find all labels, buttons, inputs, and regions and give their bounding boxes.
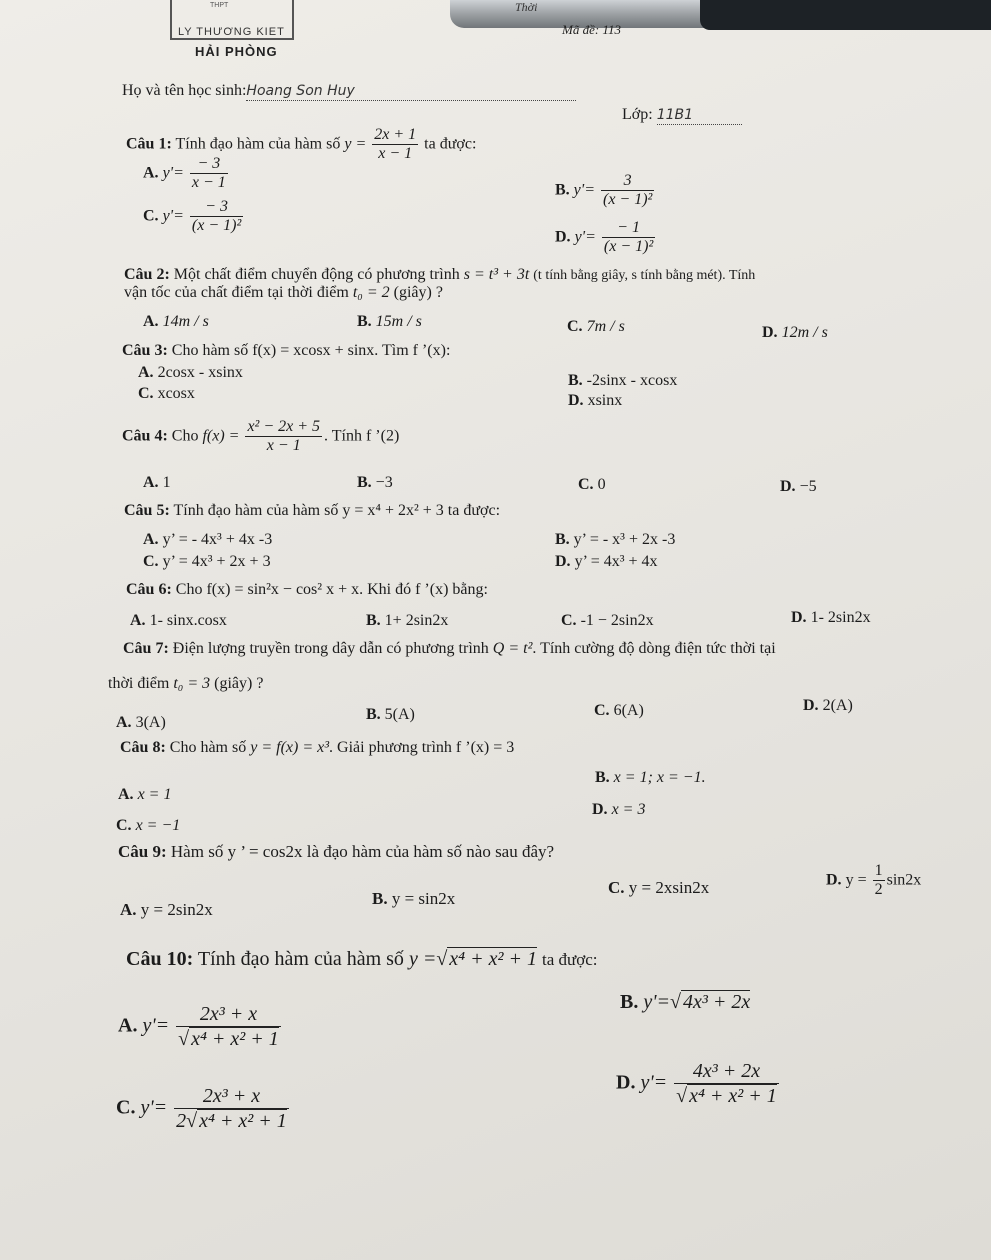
option-pre: 2 bbox=[176, 1110, 187, 1132]
q8-option-a[interactable] bbox=[118, 786, 171, 804]
option-letter: B. bbox=[366, 706, 381, 723]
q10-option-b[interactable]: B. y'=√ 4x³ + 2x bbox=[620, 991, 751, 1013]
option-letter: D. bbox=[568, 392, 584, 409]
q7-unit: (giây) ? bbox=[214, 675, 264, 692]
option-value: 0 bbox=[597, 476, 606, 493]
q1-tail: ta được: bbox=[424, 135, 477, 153]
q9-option-b[interactable] bbox=[372, 889, 455, 909]
q2-option-d[interactable] bbox=[762, 324, 828, 342]
class-label: Lớp: bbox=[622, 106, 653, 123]
option-value: y’ = 4x³ + 4x bbox=[574, 553, 658, 570]
q7-t0: t₀ = 3 bbox=[173, 675, 211, 692]
q7-label: Câu 7: bbox=[123, 640, 169, 657]
pen-cap-icon bbox=[700, 0, 991, 30]
option-num: − 3 bbox=[190, 155, 228, 174]
option-letter: B. bbox=[357, 474, 372, 491]
option-letter: B. bbox=[555, 181, 570, 199]
q4-text1: Cho bbox=[171, 427, 199, 445]
q8-option-b[interactable] bbox=[595, 769, 706, 787]
option-num: 2x³ + x bbox=[174, 1085, 289, 1109]
option-den: (x − 1)² bbox=[603, 238, 654, 256]
option-lhs: y'= bbox=[142, 1014, 170, 1037]
option-lhs: y'= bbox=[140, 1096, 168, 1119]
q1-option-d[interactable] bbox=[555, 219, 657, 257]
q9-option-a[interactable] bbox=[120, 900, 213, 920]
option-letter: A. bbox=[118, 1014, 138, 1037]
option-den: x − 1 bbox=[191, 174, 226, 192]
option-letter: A. bbox=[130, 612, 146, 629]
option-lhs: y'= bbox=[573, 181, 595, 199]
option-num: − 3 bbox=[190, 198, 243, 217]
option-value: 5(A) bbox=[384, 706, 415, 723]
option-value: 1 bbox=[162, 474, 171, 491]
option-lhs: y'= bbox=[643, 991, 670, 1013]
option-value: 2cosx - xsinx bbox=[157, 364, 243, 381]
option-value: y = sin2x bbox=[391, 889, 456, 908]
class-field[interactable] bbox=[657, 106, 742, 125]
option-letter: D. bbox=[803, 697, 819, 714]
option-value: y’ = - 4x³ + 4x -3 bbox=[162, 531, 273, 548]
question-7 bbox=[123, 640, 776, 658]
q7-option-d[interactable] bbox=[803, 697, 853, 715]
option-letter: B. bbox=[595, 769, 610, 786]
option-letter: B. bbox=[568, 372, 583, 389]
option-value: y’ = 4x³ + 2x + 3 bbox=[162, 553, 271, 570]
q1-option-c[interactable] bbox=[143, 198, 245, 236]
question-7-line2 bbox=[108, 675, 263, 693]
question-2-line2 bbox=[124, 284, 443, 302]
option-value: x = −1 bbox=[135, 817, 181, 834]
q6-option-a[interactable] bbox=[130, 612, 227, 630]
option-den: (x − 1)² bbox=[603, 191, 653, 209]
q4-option-c[interactable] bbox=[578, 476, 606, 494]
option-letter: A. bbox=[120, 900, 137, 919]
exam-code: Mã đề: 113 bbox=[562, 22, 621, 37]
option-value: y = 2xsin2x bbox=[628, 878, 710, 897]
option-value: -1 − 2sin2x bbox=[580, 612, 654, 629]
option-value: 6(A) bbox=[613, 702, 644, 719]
option-value: 2(A) bbox=[822, 697, 853, 714]
q7-option-b[interactable] bbox=[366, 706, 415, 724]
option-value: x = 3 bbox=[611, 801, 646, 818]
q9-label: Câu 9: bbox=[118, 842, 167, 861]
option-num: 1 bbox=[873, 862, 885, 881]
option-letter: B. bbox=[620, 991, 639, 1013]
logo-caption: THPT bbox=[210, 2, 229, 9]
option-letter: A. bbox=[138, 364, 154, 381]
q5-func: y = x⁴ + 2x² + 3 bbox=[342, 502, 444, 519]
q2-label: Câu 2: bbox=[124, 266, 170, 283]
q7-text1b: . Tính cường độ dòng điện tức thời tại bbox=[532, 640, 776, 657]
q5-option-a[interactable] bbox=[143, 531, 272, 549]
q6-option-b[interactable] bbox=[366, 612, 448, 630]
option-lhs: y = bbox=[845, 871, 867, 889]
option-value: −5 bbox=[799, 478, 817, 495]
option-letter: C. bbox=[578, 476, 594, 493]
q10-func-rad: x⁴ + x² + 1 bbox=[449, 948, 537, 970]
q1-text: Tính đạo hàm của hàm số bbox=[175, 135, 341, 153]
q4-num: x² − 2x + 5 bbox=[245, 418, 322, 437]
q6-option-c[interactable] bbox=[561, 612, 654, 630]
q7-text2: thời điểm bbox=[108, 675, 170, 692]
q2-option-b[interactable] bbox=[357, 313, 422, 331]
q10-option-d[interactable]: D. y'= $\frac{\text{4x³ + 2x}}{\text{√ x⁴ + x² + 1}}$ bbox=[616, 1060, 777, 1107]
option-value: xsinx bbox=[587, 392, 623, 409]
option-rad: x⁴ + x² + 1 bbox=[199, 1110, 287, 1132]
option-num: 3 bbox=[601, 172, 654, 191]
q3-text: Cho hàm số f(x) = xcosx + sinx. Tìm f ’(x): bbox=[171, 342, 451, 359]
option-letter: B. bbox=[357, 313, 372, 330]
q2-note: (t tính bằng giây, s tính bằng mét). Tính bbox=[533, 268, 756, 283]
time-label: Thời bbox=[515, 0, 538, 14]
q4-text2: . Tính f ’(2) bbox=[324, 427, 400, 445]
q2-unit: (giây) ? bbox=[393, 284, 443, 301]
q3-label: Câu 3: bbox=[122, 342, 168, 359]
student-name-label: Họ và tên học sinh: bbox=[122, 82, 247, 99]
question-6 bbox=[126, 581, 488, 599]
q7-option-a[interactable] bbox=[116, 714, 166, 732]
q9-option-d[interactable] bbox=[826, 862, 921, 900]
option-value: x = 1 bbox=[137, 786, 172, 803]
option-value: −3 bbox=[375, 474, 393, 491]
option-value: 12m / s bbox=[781, 324, 828, 341]
option-value: 7m / s bbox=[586, 318, 625, 335]
option-letter: B. bbox=[555, 531, 570, 548]
q10-option-c[interactable]: C. y'= $\frac{\text{2x³ + x}}{\text{2√ x⁴ + x² + 1}}$ bbox=[116, 1085, 287, 1132]
q4-den: x − 1 bbox=[266, 437, 301, 455]
option-letter: C. bbox=[138, 385, 154, 402]
option-letter: A. bbox=[143, 474, 159, 491]
q2-t0: t₀ = 2 bbox=[352, 284, 390, 301]
question-3 bbox=[122, 342, 450, 360]
option-rad: x⁴ + x² + 1 bbox=[689, 1085, 777, 1107]
option-letter: D. bbox=[592, 801, 608, 818]
q1-func-num: 2x + 1 bbox=[372, 126, 418, 145]
option-value: 15m / s bbox=[375, 313, 422, 330]
q10-func-lhs: y = bbox=[408, 948, 437, 970]
school-city: HẢI PHÒNG bbox=[195, 44, 278, 59]
q9-option-c[interactable] bbox=[608, 878, 709, 898]
class-value: 11B1 bbox=[656, 107, 694, 123]
option-value: y = 2sin2x bbox=[140, 900, 213, 919]
option-letter: D. bbox=[791, 609, 807, 626]
q3-option-d[interactable] bbox=[568, 392, 622, 410]
student-name-value: Hoang Son Huy bbox=[246, 83, 355, 99]
option-lhs: y'= bbox=[574, 228, 596, 246]
q4-label: Câu 4: bbox=[122, 427, 168, 445]
option-value: -2sinx - xcosx bbox=[586, 372, 678, 389]
q9-text: Hàm số y ’ = cos2x là đạo hàm của hàm số nào sau đây? bbox=[170, 842, 555, 861]
option-letter: C. bbox=[143, 553, 159, 570]
option-num: 4x³ + 2x bbox=[674, 1060, 779, 1084]
option-letter: C. bbox=[608, 878, 625, 897]
q6-text: Cho f(x) = sin²x − cos² x + x. Khi đó f ’(x) bằng: bbox=[175, 581, 488, 598]
q5-tail: ta được: bbox=[447, 502, 501, 519]
option-letter: C. bbox=[567, 318, 583, 335]
option-letter: D. bbox=[780, 478, 796, 495]
option-lhs: y'= bbox=[162, 207, 184, 225]
option-letter: A. bbox=[116, 714, 132, 731]
option-value: 1+ 2sin2x bbox=[384, 612, 449, 629]
option-letter: D. bbox=[826, 871, 842, 889]
option-value: xcosx bbox=[157, 385, 195, 402]
option-letter: B. bbox=[366, 612, 381, 629]
student-name-row bbox=[122, 82, 576, 101]
school-name: LY THƯƠNG KIET bbox=[178, 26, 285, 38]
q10-tail: ta được: bbox=[542, 950, 598, 969]
option-tail: sin2x bbox=[886, 871, 922, 889]
q10-label: Câu 10: bbox=[126, 948, 194, 970]
q1-option-b[interactable] bbox=[555, 172, 656, 210]
q10-text: Tính đạo hàm của hàm số bbox=[197, 948, 404, 970]
q3-option-a[interactable] bbox=[138, 364, 243, 382]
option-value: 1- 2sin2x bbox=[810, 609, 871, 626]
question-4 bbox=[122, 418, 399, 456]
option-value: 14m / s bbox=[162, 313, 209, 330]
option-letter: D. bbox=[555, 553, 571, 570]
q5-option-b[interactable] bbox=[555, 531, 675, 549]
q5-option-d[interactable] bbox=[555, 553, 658, 571]
option-den: (x − 1)² bbox=[191, 217, 242, 235]
q1-func-den: x − 1 bbox=[378, 145, 413, 163]
q5-text: Tính đạo hàm của hàm số bbox=[173, 502, 339, 519]
question-8 bbox=[120, 739, 514, 757]
question-10: Câu 10: Tính đạo hàm của hàm số y =√ x⁴ + x² + 1 ta được: bbox=[126, 948, 598, 970]
class-row bbox=[622, 106, 742, 125]
q4-option-d[interactable] bbox=[780, 478, 817, 496]
q2-equation: s = t³ + 3t bbox=[463, 266, 530, 283]
q8-option-d[interactable] bbox=[592, 801, 645, 819]
q3-option-c[interactable] bbox=[138, 385, 195, 403]
q6-label: Câu 6: bbox=[126, 581, 172, 598]
option-lhs: y'= bbox=[640, 1071, 668, 1094]
q3-option-b[interactable] bbox=[568, 372, 677, 390]
question-5 bbox=[124, 502, 500, 520]
q5-label: Câu 5: bbox=[124, 502, 170, 519]
option-letter: B. bbox=[372, 889, 388, 908]
option-den: 2 bbox=[874, 881, 883, 899]
q8-option-c[interactable] bbox=[116, 817, 180, 835]
option-letter: C. bbox=[594, 702, 610, 719]
option-letter: C. bbox=[143, 207, 159, 225]
q7-option-c[interactable] bbox=[594, 702, 644, 720]
option-letter: A. bbox=[143, 531, 159, 548]
q4-lhs: f(x) = bbox=[202, 427, 240, 445]
question-2 bbox=[124, 266, 755, 284]
option-letter: D. bbox=[555, 228, 571, 246]
option-letter: A. bbox=[143, 313, 159, 330]
option-lhs: y'= bbox=[162, 164, 184, 182]
option-letter: C. bbox=[561, 612, 577, 629]
option-letter: A. bbox=[143, 164, 159, 182]
q5-option-c[interactable] bbox=[143, 553, 271, 571]
q10-option-a[interactable]: A. y'= $\frac{\text{2x³ + x}}{\text{√ x⁴ + x² + 1}}$ bbox=[118, 1003, 279, 1050]
option-letter: A. bbox=[118, 786, 134, 803]
option-value: 1- sinx.cosx bbox=[149, 612, 227, 629]
q6-option-d[interactable] bbox=[791, 609, 871, 627]
option-value: y’ = - x³ + 2x -3 bbox=[573, 531, 676, 548]
q2-text1: Một chất điểm chuyển động có phương trình bbox=[173, 266, 460, 283]
q8-label: Câu 8: bbox=[120, 739, 166, 756]
q4-option-b[interactable] bbox=[357, 474, 393, 492]
option-rad: 4x³ + 2x bbox=[682, 991, 751, 1013]
option-value: 3(A) bbox=[135, 714, 166, 731]
q1-label: Câu 1: bbox=[126, 135, 172, 153]
q1-option-a[interactable] bbox=[143, 155, 230, 193]
q4-option-a[interactable] bbox=[143, 474, 171, 492]
q7-equation: Q = t² bbox=[492, 640, 533, 657]
option-letter: D. bbox=[762, 324, 778, 341]
option-rad: x⁴ + x² + 1 bbox=[191, 1028, 279, 1050]
q2-option-a[interactable] bbox=[143, 313, 209, 331]
q1-func-lhs: y = bbox=[344, 135, 367, 153]
q2-text2: vận tốc của chất điểm tại thời điểm bbox=[124, 284, 349, 301]
q8-text2: . Giải phương trình f ’(x) = 3 bbox=[329, 739, 515, 756]
q2-option-c[interactable] bbox=[567, 318, 625, 336]
student-name-field[interactable] bbox=[246, 82, 576, 101]
option-num: − 1 bbox=[602, 219, 655, 238]
q8-func: y = f(x) = x³ bbox=[250, 739, 330, 756]
option-letter: C. bbox=[116, 817, 132, 834]
option-num: 2x³ + x bbox=[176, 1003, 281, 1027]
question-9 bbox=[118, 842, 554, 862]
q8-text1: Cho hàm số bbox=[169, 739, 247, 756]
option-value: x = 1; x = −1. bbox=[613, 769, 706, 786]
option-letter: D. bbox=[616, 1071, 636, 1094]
q7-text1: Điện lượng truyền trong dây dẫn có phương trình bbox=[172, 640, 489, 657]
option-letter: C. bbox=[116, 1096, 136, 1119]
